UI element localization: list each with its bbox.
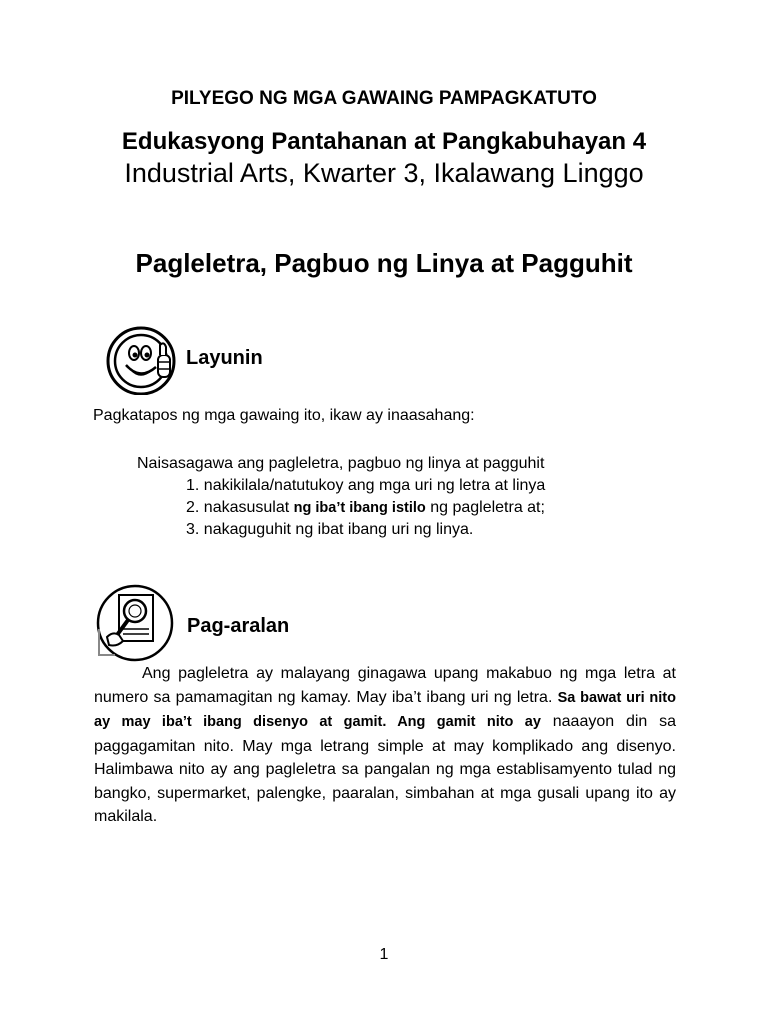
section-title-pag-aralan: Pag-aralan (187, 615, 290, 637)
objective-number: 3. (186, 521, 200, 538)
thumbs-up-smiley-icon (102, 325, 182, 400)
paragraph-text: Ang pagleletra ay malayang ginagawa upang makabuo ng mga letra at numero sa pamamagitan ng kamay. May iba’t ibang uri ng letra. (94, 665, 676, 706)
objective-text: ng pagleletra at; (425, 499, 545, 516)
objective-item (186, 499, 545, 517)
magnifier-document-icon (93, 583, 177, 668)
subject-title: Edukasyong Pantahanan at Pangkabuhayan 4 (121, 128, 647, 155)
series-title: PILYEGO NG MGA GAWAING PAMPAGKATUTO (171, 88, 597, 109)
objective-text: nakaguguhit ng ibat ibang uri ng linya. (203, 521, 474, 538)
quarter-title: Industrial Arts, Kwarter 3, Ikalawang Linggo (124, 158, 644, 188)
objective-item (186, 521, 473, 539)
objectives-intro: Pagkatapos ng mga gawaing ito, ikaw ay inaasahang: (93, 407, 475, 424)
topic-title: Pagleletra, Pagbuo ng Linya at Pagguhit (135, 248, 633, 278)
section-title-layunin: Layunin (186, 347, 263, 369)
objective-number: 1. (186, 477, 200, 494)
objective-text: nakasusulat (203, 499, 294, 516)
objective-number: 2. (186, 499, 200, 516)
objective-text-bold: ng iba’t ibang istilo (293, 500, 426, 516)
objective-text: nakikilala/natutukoy ang mga uri ng letra at linya (203, 477, 546, 494)
objectives-lead: Naisasagawa ang pagleletra, pagbuo ng linya at pagguhit (137, 455, 545, 472)
objective-item (186, 477, 545, 495)
lesson-paragraph (94, 662, 676, 829)
page-number: 1 (379, 946, 389, 963)
paragraph-text-bold: Sa bawat uri nito ay may iba’t ibang disenyo at gamit. Ang gamit nito ay (94, 689, 676, 730)
paragraph-text: naaayon din sa paggagamitan nito. May mga letrang simple at may komplikado ang disenyo. Halimbawa nito ay ang pagleletra sa pangalan ng mga establisamyento tulad ng bangko, supermarket, palengke, paaralan, simbahan at mga gusali upang ito ay makilala. (94, 713, 677, 825)
